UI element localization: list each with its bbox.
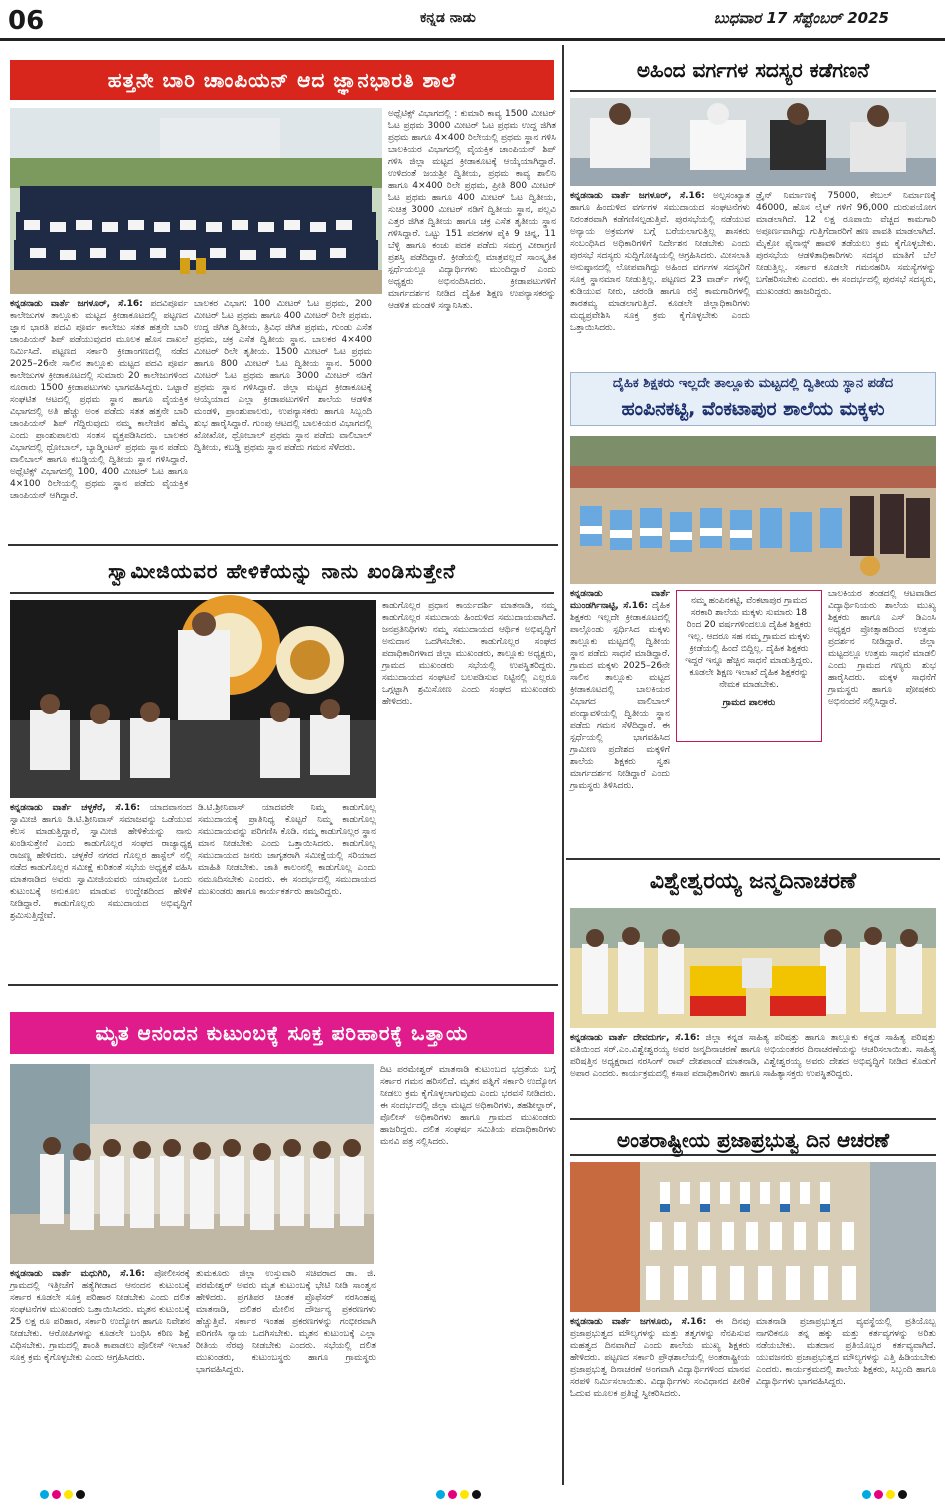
democracy-col2: ಮಾತನಾಡಿ ಪ್ರಜಾಪ್ರಭುತ್ವದ ವ್ಯವಸ್ಥೆಯಲ್ಲಿ ಪ್ರತಿಯೊಬ್ಬ ನಾಗರಿಕನೂ ತನ್ನ ಹಕ್ಕು ಮತ್ತು ಕರ್ತವ್ಯಗಳನ್ನು ಅರಿತು ನಡೆಯಬೇಕು. ಮತದಾನ ಪ್ರತಿಯೊಬ್ಬರ ಕರ್ತವ್ಯವಾಗಿದೆ. ಯುವಜನರು ಪ್ರಜಾಪ್ರಭುತ್ವದ ಮೌಲ್ಯಗಳನ್ನು ಎತ್ತಿ ಹಿಡಿಯಬೇಕು ಎಂದರು. ಕಾರ್ಯಕ್ರಮದಲ್ಲಿ ಶಾಲೆಯ ಶಿಕ್ಷಕರು, ಸಿಬ್ಬಂದಿ ಹಾಗೂ ವಿದ್ಯಾರ್ಥಿಗಳು ಭಾಗವಹಿಸಿದ್ದರು.	[756, 1317, 936, 1387]
backward-headline: ಅಹಿಂದ ವರ್ಗಗಳ ಸದಸ್ಯರ ಕಡೆಗಣನೆ	[570, 50, 936, 92]
democracy-headline: ಅಂತರಾಷ್ಟ್ರೀಯ ಪ್ರಜಾಪ್ರಭುತ್ವ ದಿನ ಆಚರಣೆ	[570, 1118, 936, 1156]
democracy-students-photo	[570, 1162, 936, 1312]
section-rule	[8, 544, 558, 546]
swamiji-col2: ಡಿ.ಟಿ.ಶ್ರೀನಿವಾಸ್ ಯಾದವರೇ ನಿಮ್ಮ ಕಾಡುಗೊಲ್ಲ ಸಮುದಾಯಕ್ಕೆ ಪ್ರಾತಿನಿಧ್ಯ ಕೊಟ್ಟರೆ ನಿಮ್ಮ ಕಾಡುಗೊಲ್ಲ ಸಮುದಾಯವನ್ನು ಪರಿಗಣಿಸಿ ಕೊಡಿ. ನಮ್ಮ ಕಾಡುಗೊಲ್ಲರ ಸ್ಥಾನ ಮಾನ ನೀಡಬೇಕು ಎಂದು ಒತ್ತಾಯಿಸಿದರು. ಕಾಡುಗೊಲ್ಲ ಸಮುದಾಯದ ಜನರು ಜಾಗೃತರಾಗಿ ಸಮೀಕ್ಷೆಯಲ್ಲಿ ಸರಿಯಾದ ಮಾಹಿತಿ ನೀಡಬೇಕು. ಜಾತಿ ಕಾಲಂನಲ್ಲಿ ಕಾಡುಗೊಲ್ಲ ಎಂದು ನಮೂದಿಸಬೇಕು ಎಂದರು. ಈ ಸಂದರ್ಭದಲ್ಲಿ ಸಮುದಾಯದ ಮುಖಂಡರು ಹಾಗೂ ಕಾರ್ಯಕರ್ತರು ಹಾಜರಿದ್ದರು.	[198, 803, 376, 897]
backward-col1	[570, 190, 750, 362]
swamiji-speech-photo	[10, 600, 376, 798]
cmyk-dot	[886, 1490, 895, 1499]
swamiji-col1	[10, 802, 192, 980]
backward-pressmeet-photo	[570, 98, 936, 186]
issue-date: ಬುಧವಾರ 17 ಸೆಪ್ಟೆಂಬರ್ 2025	[713, 9, 889, 27]
cmyk-dot	[874, 1490, 883, 1499]
visvesvaraya-dateline: ಕನ್ನಡನಾಡು ವಾರ್ತೆ ದೇವದುರ್ಗ, ಸೆ.16:	[570, 1033, 700, 1043]
cmyk-dot	[472, 1490, 481, 1499]
champion-col2: ಅಥ್ಲೆಟಿಕ್ಸ್ ವಿಭಾಗದಲ್ಲಿ : ಕುಮಾರಿ ಕಾವ್ಯ 1500 ಮೀಟರ್ ಓಟ ಪ್ರಥಮ 3000 ಮೀಟರ್ ಓಟ ಪ್ರಥಮ ಉದ್ದ ಜಿಗಿತ ಪ್ರಥಮ ಹಾಗೂ 4×400 ರಿಲೇಯಲ್ಲಿ ಪ್ರಥಮ ಸ್ಥಾನ ಗಳಿಸಿ ಬಾಲಕಿಯರ ವಿಭಾಗದಲ್ಲಿ ವೈಯಕ್ತಿಕ ಚಾಂಪಿಯನ್ ಶಿಪ್ ಗಳಿಸಿ ಜಿಲ್ಲಾ ಮಟ್ಟದ ಕ್ರೀಡಾಕೂಟಕ್ಕೆ ಆಯ್ಕೆಯಾಗಿದ್ದಾರೆ. ಉಳಿದಂತೆ ಜಯಶ್ರೀ ದ್ವಿತೀಯ, ಪ್ರಥಮ ಕಾವ್ಯ ಶಾಲಿನಿ ಹಾಗೂ 4×400 ರಿಲೇ ಪ್ರಥಮ, ಪ್ರೀತಿ 800 ಮೀಟರ್ ಓಟ ಪ್ರಥಮ ಹಾಗೂ 400 ಮೀಟರ್ ಓಟ ದ್ವಿತೀಯ, ಸುಚಿತ್ರ 3000 ಮೀಟರ್ ನಡಿಗೆ ದ್ವಿತೀಯ ಸ್ಥಾನ, ಪಲ್ಲವಿ ಎತ್ತರ ಜಿಗಿತ ದ್ವಿತೀಯ ಹಾಗೂ ಚಕ್ರ ಎಸೆತ ತೃತೀಯ ಸ್ಥಾನ ಗಳಿಸಿದ್ದಾರೆ. ಒಟ್ಟು 151 ಪದಕಗಳ ಪೈಕಿ 9 ಚಿನ್ನ, 11 ಬೆಳ್ಳಿ ಹಾಗೂ ಕಂಚು ಪದಕ ಪಡೆದು ಸಮಗ್ರ ವೀರಾಗ್ರಣಿ ಪ್ರಶಸ್ತಿ ಪಡೆದಿದ್ದಾರೆ. ಕ್ರೀಡೆಯಲ್ಲಿ ಮಾತ್ರವಲ್ಲದೆ ಸಾಂಸ್ಕೃತಿಕ ಸ್ಪರ್ಧೆಯಲ್ಲೂ ವಿದ್ಯಾರ್ಥಿಗಳು ಮುಂದಿದ್ದಾರೆ ಎಂದು ಅಧ್ಯಕ್ಷರು ಅಭಿನಂದಿಸಿದರು. ಕ್ರೀಡಾಪಟುಗಳಿಗೆ ಮಾರ್ಗದರ್ಶನ ನೀಡಿದ ದೈಹಿಕ ಶಿಕ್ಷಣ ಉಪನ್ಯಾಸಕರನ್ನು ಆಡಳಿತ ಮಂಡಳಿ ಸನ್ಮಾನಿಸಿತು.	[388, 109, 556, 311]
swamiji-dateline: ಕನ್ನಡನಾಡು ವಾರ್ತೆ ಚಳ್ಳಕೆರೆ, ಸೆ.16:	[10, 803, 141, 813]
swamiji-headline: ಸ್ವಾಮೀಜಿಯವರ ಹೇಳಿಕೆಯನ್ನು ನಾನು ಖಂಡಿಸುತ್ತೇನೆ	[10, 550, 554, 594]
teachers-banner	[570, 372, 936, 426]
cmyk-dot	[436, 1490, 445, 1499]
teachers-kicker: ದೈಹಿಕ ಶಿಕ್ಷಕರು ಇಲ್ಲದೇ ತಾಲ್ಲೂಕು ಮಟ್ಟದಲ್ಲಿ ದ್ವಿತೀಯ ಸ್ಥಾನ ಪಡೆದ	[612, 376, 894, 391]
teachers-headline: ಹಂಪಿನಕಟ್ಟಿ, ವೆಂಕಟಾಪುರ ಶಾಲೆಯ ಮಕ್ಕಳು	[621, 398, 885, 420]
cmyk-dot	[64, 1490, 73, 1499]
teachers-col1-text: ದೈಹಿಕ ಶಿಕ್ಷಕರು ಇಲ್ಲದೇ ಕ್ರೀಡಾಕೂಟದಲ್ಲಿ ಪಾಲ್ಗೊಂಡು ಸ್ಪರ್ಧಿಸಿದ ಮಕ್ಕಳು ತಾಲ್ಲೂಕು ಮಟ್ಟದಲ್ಲಿ ದ್ವಿತೀಯ ಸ್ಥಾನ ಪಡೆದು ಸಾಧನೆ ಮಾಡಿದ್ದಾರೆ. ಗ್ರಾಮದ ಮಕ್ಕಳು 2025–26ನೇ ಸಾಲಿನ ತಾಲ್ಲೂಕು ಮಟ್ಟದ ಕ್ರೀಡಾಕೂಟದಲ್ಲಿ ಬಾಲಕಿಯರ ವಿಭಾಗದ ವಾಲಿಬಾಲ್ ಪಂದ್ಯಾವಳಿಯಲ್ಲಿ ದ್ವಿತೀಯ ಸ್ಥಾನ ಪಡೆದು ಗಮನ ಸೆಳೆದಿದ್ದಾರೆ. ಈ ಸ್ಪರ್ಧೆಯಲ್ಲಿ ಭಾಗವಹಿಸಿದ ಗ್ರಾಮೀಣ ಪ್ರದೇಶದ ಮಕ್ಕಳಿಗೆ ಶಾಲೆಯ ಶಿಕ್ಷಕರು ಸ್ವತಃ ಮಾರ್ಗದರ್ಶನ ನೀಡಿದ್ದಾರೆ ಎಂದು ಗ್ರಾಮಸ್ಥರು ತಿಳಿಸಿದರು.	[570, 601, 670, 791]
cmyk-dot	[76, 1490, 85, 1499]
champion-team-photo	[10, 108, 382, 294]
visvesvaraya-headline: ವಿಶ್ವೇಶ್ವರಯ್ಯ ಜನ್ಮದಿನಾಚರಣೆ	[649, 869, 857, 894]
anand-headline: ಮೃತ ಆನಂದನ ಕುಟುಂಬಕ್ಕೆ ಸೂಕ್ತ ಪರಿಹಾರಕ್ಕೆ ಒತ್ತಾಯ	[10, 1012, 554, 1054]
backward-col1-text: ಅಲ್ಪಸಂಖ್ಯಾತ ಹಾಗೂ ಹಿಂದುಳಿದ ವರ್ಗಗಳ ಸಮುದಾಯದ ಸಂಘಟನೆಗಳು ನಿರಂತರವಾಗಿ ಕಡೆಗಣಿಸಲ್ಪಡುತ್ತಿವೆ. ಪುರಸಭೆಯಲ್ಲಿ ನಡೆಯುವ ಅನ್ಯಾಯ ಅಕ್ರಮಗಳ ಬಗ್ಗೆ ಬರೆಯಲಾಗುತ್ತಿಲ್ಲ ಶಾಸಕರು ಸಂಬಂಧಿಸಿದ ಅಧಿಕಾರಿಗಳಿಗೆ ನಿರ್ದೇಶನ ನೀಡಬೇಕು ಎಂದು ಪುರಸಭೆ ಸದಸ್ಯರು ಸುದ್ದಿಗೋಷ್ಠಿಯಲ್ಲಿ ಆಗ್ರಹಿಸಿದರು. ಮೀಸಲಾತಿ ಅನುಷ್ಠಾನದಲ್ಲಿ ಲೋಪವಾಗಿದ್ದು ಅಹಿಂದ ವರ್ಗಗಳ ಸದಸ್ಯರಿಗೆ ಸೂಕ್ತ ಸ್ಥಾನಮಾನ ನೀಡುತ್ತಿಲ್ಲ. ಪಟ್ಟಣದ 23 ವಾರ್ಡ್ ಗಳಲ್ಲಿ ಕುಡಿಯುವ ನೀರು, ಚರಂಡಿ ಹಾಗೂ ರಸ್ತೆ ಕಾಮಗಾರಿಗಳಲ್ಲಿ ತಾರತಮ್ಯ ಮಾಡಲಾಗುತ್ತಿದೆ. ಕೂಡಲೇ ಜಿಲ್ಲಾಧಿಕಾರಿಗಳು ಮಧ್ಯಪ್ರವೇಶಿಸಿ ಸೂಕ್ತ ಕ್ರಮ ಕೈಗೊಳ್ಳಬೇಕು ಎಂದು ಒತ್ತಾಯಿಸಿದರು.	[570, 191, 750, 333]
cmyk-dot	[448, 1490, 457, 1499]
registration-marks-left	[40, 1490, 85, 1499]
democracy-col1	[570, 1316, 750, 1478]
registration-marks-right	[862, 1490, 907, 1499]
teachers-col1	[570, 588, 670, 856]
champion-col2-cont	[378, 298, 556, 538]
cmyk-dot	[40, 1490, 49, 1499]
teachers-col3: ಬಾಲಕಿಯರ ತಂಡದಲ್ಲಿ ಆಟವಾಡಿದ ವಿದ್ಯಾರ್ಥಿನಿಯರು ಶಾಲೆಯ ಮುಖ್ಯ ಶಿಕ್ಷಕರು ಹಾಗೂ ಎಸ್ ಡಿಎಂಸಿ ಅಧ್ಯಕ್ಷರ ಪ್ರೋತ್ಸಾಹದಿಂದ ಉತ್ತಮ ಪ್ರದರ್ಶನ ನೀಡಿದ್ದಾರೆ. ಜಿಲ್ಲಾ ಮಟ್ಟದಲ್ಲೂ ಉತ್ತಮ ಸಾಧನೆ ಮಾಡಲಿ ಎಂದು ಗ್ರಾಮದ ಗಣ್ಯರು ಶುಭ ಹಾರೈಸಿದರು. ಮಕ್ಕಳ ಸಾಧನೆಗೆ ಗ್ರಾಮಸ್ಥರು ಹಾಗೂ ಪೋಷಕರು ಅಭಿನಂದನೆ ಸಲ್ಲಿಸಿದ್ದಾರೆ.	[828, 589, 936, 707]
page-number: 06	[8, 6, 45, 36]
democracy-col1-text: ಈ ದಿನವು ಪ್ರಜಾಪ್ರಭುತ್ವದ ಮೌಲ್ಯಗಳನ್ನು ಮತ್ತು ತತ್ವಗಳನ್ನು ನೆನಪಿಸುವ ಮಹತ್ವದ ದಿನವಾಗಿದೆ ಎಂದು ಶಾಲೆಯ ಮುಖ್ಯ ಶಿಕ್ಷಕರು ಹೇಳಿದರು. ಪಟ್ಟಣದ ಸರ್ಕಾರಿ ಪ್ರೌಢಶಾಲೆಯಲ್ಲಿ ಅಂತರಾಷ್ಟ್ರೀಯ ಪ್ರಜಾಪ್ರಭುತ್ವ ದಿನಾಚರಣೆ ಅಂಗವಾಗಿ ವಿದ್ಯಾರ್ಥಿಗಳಿಂದ ಮಾನವ ಸರಪಳಿ ನಿರ್ಮಿಸಲಾಯಿತು. ವಿದ್ಯಾರ್ಥಿಗಳು ಸಂವಿಧಾನದ ಪೀಠಿಕೆ ಓದುವ ಮೂಲಕ ಪ್ರತಿಜ್ಞೆ ಸ್ವೀಕರಿಸಿದರು.	[570, 1317, 751, 1399]
cmyk-dot	[898, 1490, 907, 1499]
teachers-dateline: ಕನ್ನಡನಾಡು ವಾರ್ತೆ ಮುಂಡರ್ಗಿನಾಟ್ಟಿ, ಸೆ.16:	[570, 589, 670, 611]
backward-col2: ಡ್ರೈನ್ ನಿರ್ಮಾಣಕ್ಕೆ 75000, ಕೇಬಲ್ ನಿರ್ಮಾಣಕ್ಕೆ 46000, ಹೊಸ ಲೈಟ್ ಗಳಿಗೆ 96,000 ದುರುಪಯೋಗ ಮಾಡಲಾಗಿದೆ. 12 ಲಕ್ಷ ರೂಪಾಯಿ ವೆಚ್ಚದ ಕಾಮಗಾರಿ ಅಪೂರ್ಣವಾಗಿದ್ದು ಗುತ್ತಿಗೆದಾರರಿಗೆ ಹಣ ಪಾವತಿ ಮಾಡಲಾಗಿದೆ. ಮೈಕ್ರೋ ಫೈನಾನ್ಸ್ ಹಾವಳಿ ತಡೆಯಲು ಕ್ರಮ ಕೈಗೊಳ್ಳಬೇಕು. ಪುರಸಭೆಯ ಆಡಳಿತಾಧಿಕಾರಿಗಳು ಸದಸ್ಯರ ಮಾತಿಗೆ ಬೆಲೆ ನೀಡುತ್ತಿಲ್ಲ. ಸರ್ಕಾರ ಕೂಡಲೇ ಗಮನಹರಿಸಿ ಸಮಸ್ಯೆಗಳನ್ನು ಬಗೆಹರಿಸಬೇಕು ಎಂದರು. ಈ ಸಂದರ್ಭದಲ್ಲಿ ಪುರಸಭೆ ಸದಸ್ಯರು, ಮುಖಂಡರು ಹಾಜರಿದ್ದರು.	[756, 191, 936, 297]
anand-gathering-photo	[10, 1064, 374, 1264]
swamiji-col1-text: ಯಾದವಾನಂದ ಸ್ವಾಮೀಜಿ ಹಾಗೂ ಡಿ.ಟಿ.ಶ್ರೀನಿವಾಸ್ ಸಮಾಜವನ್ನು ಒಡೆಯುವ ಕೆಲಸ ಮಾಡುತ್ತಿದ್ದಾರೆ, ಸ್ವಾಮೀಜಿ ಹೇಳಿಕೆಯನ್ನು ನಾನು ಖಂಡಿಸುತ್ತೇನೆ ಎಂದು ಕಾಡುಗೊಲ್ಲರ ಸಂಘದ ರಾಜ್ಯಾಧ್ಯಕ್ಷ ರಾಜಣ್ಣ ಹೇಳಿದರು. ಚಳ್ಳಕೆರೆ ನಗರದ ಗೊಲ್ಲರ ಹಾಸ್ಟೆಲ್ ನಲ್ಲಿ ನಡೆದ ಕಾಡುಗೊಲ್ಲರ ಸಮೀಕ್ಷೆ ಕುರಿತಂತೆ ಸಭೆಯ ಅಧ್ಯಕ್ಷತೆ ವಹಿಸಿ ಮಾತನಾಡಿದ ಅವರು ಸ್ವಾಮೀಜಿಯವರು ಯಾವುದೋ ಒಂದು ಕುಟುಂಬಕ್ಕೆ ಅನುಕೂಲ ಮಾಡುವ ಉದ್ದೇಶದಿಂದ ಹೇಳಿಕೆ ನೀಡಿದ್ದಾರೆ. ಕಾಡುಗೊಲ್ಲರು ಸಮುದಾಯದ ಅಭಿವೃದ್ಧಿಗೆ ಶ್ರಮಿಸುತ್ತಿದ್ದೇವೆ.	[10, 803, 192, 921]
visvesvaraya-body-text: ಜಿಲ್ಲಾ ಕನ್ನಡ ಸಾಹಿತ್ಯ ಪರಿಷತ್ತು ಹಾಗೂ ತಾಲ್ಲೂಕು ಕನ್ನಡ ಸಾಹಿತ್ಯ ಪರಿಷತ್ತು ವತಿಯಿಂದ ಸರ್.ಎಂ.ವಿಶ್ವೇಶ್ವರಯ್ಯ ಅವರ ಜನ್ಮದಿನಾಚರಣೆ ಹಾಗೂ ಅಭಿಯಂತರರ ದಿನಾಚರಣೆಯನ್ನು ಆಚರಿಸಲಾಯಿತು. ಸಾಹಿತ್ಯ ಪರಿಷತ್ತಿನ ಅಧ್ಯಕ್ಷರಾದ ನರಸಿಂಗ್ ರಾವ್ ದೇಶಪಾಂಡೆ ಮಾತನಾಡಿ, ವಿಶ್ವೇಶ್ವರಯ್ಯ ಅವರು ದೇಶದ ಅಭಿವೃದ್ಧಿಗೆ ನೀಡಿದ ಕೊಡುಗೆ ಅಪಾರ ಎಂದರು. ಕಾರ್ಯಕ್ರಮದಲ್ಲಿ ಕಸಾಪ ಪದಾಧಿಕಾರಿಗಳು ಹಾಗೂ ಸಾಹಿತ್ಯಾಸಕ್ತರು ಉಪಸ್ಥಿತರಿದ್ದರು.	[570, 1033, 936, 1079]
anand-col3-cont	[380, 1268, 556, 1478]
visvesvaraya-event-photo	[570, 908, 936, 1028]
right-section-rule	[566, 858, 940, 860]
anand-col1	[10, 1268, 190, 1478]
backward-dateline: ಕನ್ನಡನಾಡು ವಾರ್ತೆ ಜಗಳೂರ್, ಸೆ.16:	[570, 191, 705, 201]
anand-dateline: ಕನ್ನಡನಾಡು ವಾರ್ತೆ ಮಧುಗಿರಿ, ಸೆ.16:	[10, 1269, 145, 1279]
cmyk-dot	[52, 1490, 61, 1499]
teachers-quote-signature: ಗ್ರಾಮದ ಪಾಲಕರು	[722, 698, 776, 708]
anand-col3: ದಿಟ ಪರಮೇಶ್ವರ್ ಮಾತನಾಡಿ ಕುಟುಂಬದ ಭದ್ರತೆಯ ಬಗ್ಗೆ ಸರ್ಕಾರ ಗಮನ ಹರಿಸಲಿದೆ. ಮೃತನ ಪತ್ನಿಗೆ ಸರ್ಕಾರಿ ಉದ್ಯೋಗ ನೀಡಲು ಕ್ರಮ ಕೈಗೊಳ್ಳಲಾಗುವುದು ಎಂದು ಭರವಸೆ ನೀಡಿದರು. ಈ ಸಂದರ್ಭದಲ್ಲಿ ಜಿಲ್ಲಾ ಮಟ್ಟದ ಅಧಿಕಾರಿಗಳು, ತಹಶೀಲ್ದಾರ್, ಪೊಲೀಸ್ ಅಧಿಕಾರಿಗಳು ಹಾಗೂ ಗ್ರಾಮದ ಮುಖಂಡರು ಹಾಜರಿದ್ದರು. ದಲಿತ ಸಂಘರ್ಷ ಸಮಿತಿಯ ಪದಾಧಿಕಾರಿಗಳು ಮನವಿ ಪತ್ರ ಸಲ್ಲಿಸಿದರು.	[380, 1065, 556, 1147]
champion-col3: ಬಾಲಕರ ವಿಭಾಗ: 100 ಮೀಟರ್ ಓಟ ಪ್ರಥಮ, 200 ಮೀಟರ್ ಓಟ ಪ್ರಥಮ ಹಾಗೂ 400 ಮೀಟರ್ ರಿಲೇ ಪ್ರಥಮ. ಉದ್ದ ಜಿಗಿತ ದ್ವಿತೀಯ, ತ್ರಿವಿಧ ಜಿಗಿತ ಪ್ರಥಮ, ಗುಂಡು ಎಸೆತ ಪ್ರಥಮ, ಚಕ್ರ ಎಸೆತ ದ್ವಿತೀಯ ಸ್ಥಾನ. ಬಾಲಕರ 4×400 ಮೀಟರ್ ರಿಲೇ ತೃತೀಯ. 1500 ಮೀಟರ್ ಓಟ ಪ್ರಥಮ ಹಾಗೂ 800 ಮೀಟರ್ ಓಟ ದ್ವಿತೀಯ ಸ್ಥಾನ. 5000 ಮೀಟರ್ ಓಟ ಪ್ರಥಮ ಹಾಗೂ 3000 ಮೀಟರ್ ನಡಿಗೆ ಪ್ರಥಮ ಸ್ಥಾನ ಗಳಿಸಿದ್ದಾರೆ. ಜಿಲ್ಲಾ ಮಟ್ಟದ ಕ್ರೀಡಾಕೂಟಕ್ಕೆ ಆಯ್ಕೆಯಾದ ಎಲ್ಲಾ ಕ್ರೀಡಾಪಟುಗಳಿಗೆ ಶಾಲೆಯ ಆಡಳಿತ ಮಂಡಳಿ, ಪ್ರಾಂಶುಪಾಲರು, ಉಪನ್ಯಾಸಕರು ಹಾಗೂ ಸಿಬ್ಬಂದಿ ಶುಭ ಹಾರೈಸಿದ್ದಾರೆ. ಗುಂಪು ಆಟದಲ್ಲಿ ಬಾಲಕಿಯರ ವಿಭಾಗದಲ್ಲಿ ಖೋಖೋ, ಥ್ರೋಬಾಲ್ ಪ್ರಥಮ ಸ್ಥಾನ ಪಡೆದು ವಾಲಿಬಾಲ್ ದ್ವಿತೀಯ, ಕಬಡ್ಡಿ ಪ್ರಥಮ ಸ್ಥಾನ ಪಡೆದು ಗಮನ ಸೆಳೆದರು.	[194, 299, 372, 453]
champion-col1-text: ಪದವಿಪೂರ್ವ ಕಾಲೇಜುಗಳ ತಾಲ್ಲೂಕು ಮಟ್ಟದ ಕ್ರೀಡಾಕೂಟದಲ್ಲಿ ಪಟ್ಟಣದ ಜ್ಞಾನ ಭಾರತಿ ಪದವಿ ಪೂರ್ವ ಕಾಲೇಜು ಸತತ ಹತ್ತನೇ ಬಾರಿ ಚಾಂಪಿಯನ್ ಶಿಪ್ ಪಡೆಯುವುದರ ಮೂಲಕ ಹೊಸ ದಾಖಲೆ ನಿರ್ಮಿಸಿದೆ. ಪಟ್ಟಣದ ಸರ್ಕಾರಿ ಕ್ರೀಡಾಂಗಣದಲ್ಲಿ ನಡೆದ 2025–26ನೇ ಸಾಲಿನ ತಾಲ್ಲೂಕು ಮಟ್ಟದ ಪದವಿ ಪೂರ್ವ ಕಾಲೇಜುಗಳ ಕ್ರೀಡಾಕೂಟದಲ್ಲಿ ಸುಮಾರು 20 ಕಾಲೇಜುಗಳಿಂದ ನೂರಾರು 1500 ಕ್ರೀಡಾಪಟುಗಳು ಭಾಗವಹಿಸಿದ್ದರು. ಒಟ್ಟಾರೆ ಸಂಘಟಿತ ಆಟದಲ್ಲಿ ಪ್ರಥಮ ಸ್ಥಾನ ಹಾಗೂ ವೈಯಕ್ತಿಕ ವಿಭಾಗದಲ್ಲಿ ಅತಿ ಹೆಚ್ಚು ಅಂಕ ಪಡೆದು ಸತತ ಹತ್ತನೇ ಬಾರಿ ಚಾಂಪಿಯನ್ ಶಿಪ್ ಗೆದ್ದಿರುವುದು ನಮ್ಮ ಕಾಲೇಜಿನ ಹೆಮ್ಮೆ ಎಂದು ಪ್ರಾಂಶುಪಾಲರು ಸಂತಸ ವ್ಯಕ್ತಪಡಿಸಿದರು. ಬಾಲಕರ ವಿಭಾಗದಲ್ಲಿ ಥ್ರೋಬಾಲ್, ಬ್ಯಾಡ್ಮಿಂಟನ್ ಪ್ರಥಮ ಸ್ಥಾನ ಪಡೆದು ವಾಲಿಬಾಲ್ ಹಾಗೂ ಕಬಡ್ಡಿಯಲ್ಲಿ ದ್ವಿತೀಯ ಸ್ಥಾನ ಗಳಿಸಿದ್ದಾರೆ. ಅಥ್ಲೆಟಿಕ್ಸ್ ವಿಭಾಗದಲ್ಲಿ 100, 400 ಮೀಟರ್ ಓಟ ಹಾಗೂ 4×100 ರಿಲೇಯಲ್ಲಿ ಪ್ರಥಮ ಸ್ಥಾನ ಪಡೆದು ವೈಯಕ್ತಿಕ ಚಾಂಪಿಯನ್ ಆಗಿದ್ದಾರೆ.	[10, 299, 188, 501]
cmyk-dot	[460, 1490, 469, 1499]
anand-col2: ತುಮಕೂರು ಜಿಲ್ಲಾ ಉಸ್ತುವಾರಿ ಸಚಿವರಾದ ಡಾ. ಜಿ. ಪರಮೇಶ್ವರ್ ಅವರು ಮೃತ ಕುಟುಂಬಕ್ಕೆ ಭೇಟಿ ನೀಡಿ ಸಾಂತ್ವನ ಹೇಳಿದರು. ಪ್ರಗತಿಪರ ಚಿಂತಕ ಪ್ರೊಫೆಸರ್ ನರಸಿಂಹಪ್ಪ ಮಾತನಾಡಿ, ದಲಿತರ ಮೇಲಿನ ದೌರ್ಜನ್ಯ ಪ್ರಕರಣಗಳು ಹೆಚ್ಚುತ್ತಿವೆ. ಸರ್ಕಾರ ಇಂತಹ ಪ್ರಕರಣಗಳನ್ನು ಗಂಭೀರವಾಗಿ ಪರಿಗಣಿಸಿ ನ್ಯಾಯ ಒದಗಿಸಬೇಕು. ಮೃತನ ಕುಟುಂಬಕ್ಕೆ ಎಲ್ಲಾ ರೀತಿಯ ನೆರವು ನೀಡಬೇಕು ಎಂದರು. ಸಭೆಯಲ್ಲಿ ದಲಿತ ಮುಖಂಡರು, ಕುಟುಂಬಸ್ಥರು ಹಾಗೂ ಗ್ರಾಮಸ್ಥರು ಭಾಗವಹಿಸಿದ್ದರು.	[196, 1269, 376, 1375]
champion-col1	[10, 298, 188, 538]
champion-headline: ಹತ್ತನೇ ಬಾರಿ ಚಾಂಪಿಯನ್ ಆದ ಜ್ಞಾನಭಾರತಿ ಶಾಲೆ	[10, 60, 554, 100]
teachers-quote-text: ನಮ್ಮ ಹಂಪಿನಕಟ್ಟಿ, ವೆಂಕಟಾಪುರ ಗ್ರಾಮದ ಸರಕಾರಿ ಶಾಲೆಯ ಮಕ್ಕಳು ಸುಮಾರು 18 ರಿಂದ 20 ವರ್ಷಗಳಿಂದಲೂ ದೈಹಿಕ ಶಿಕ್ಷಕರು ಇಲ್ಲ. ಆದರೂ ಸಹ ನಮ್ಮ ಗ್ರಾಮದ ಮಕ್ಕಳು ಕ್ರೀಡೆಯಲ್ಲಿ ಹಿಂದೆ ಬಿದ್ದಿಲ್ಲ. ದೈಹಿಕ ಶಿಕ್ಷಕರು ಇದ್ದರೆ ಇನ್ನೂ ಹೆಚ್ಚಿನ ಸಾಧನೆ ಮಾಡುತ್ತಿದ್ದರು. ಕೂಡಲೇ ಶಿಕ್ಷಣ ಇಲಾಖೆ ದೈಹಿಕ ಶಿಕ್ಷಕರನ್ನು ನೇಮಕ ಮಾಡಬೇಕು.	[685, 596, 813, 690]
teachers-col2-cont	[676, 748, 822, 856]
visvesvaraya-body	[570, 1032, 936, 1114]
cmyk-dot	[862, 1490, 871, 1499]
anand-col1-text: ಪೋಲೀಸರಕ್ಕೆ ಗ್ರಾಮದಲ್ಲಿ ಇತ್ತೀಚೆಗೆ ಹತ್ಯೆಗೀಡಾದ ಆನಂದನ ಕುಟುಂಬಕ್ಕೆ ಸರ್ಕಾರ ಕೂಡಲೇ ಸೂಕ್ತ ಪರಿಹಾರ ನೀಡಬೇಕು ಎಂದು ದಲಿತ ಸಂಘಟನೆಗಳ ಮುಖಂಡರು ಒತ್ತಾಯಿಸಿದರು. ಮೃತನ ಕುಟುಂಬಕ್ಕೆ 25 ಲಕ್ಷ ರೂ ಪರಿಹಾರ, ಸರ್ಕಾರಿ ಉದ್ಯೋಗ ಹಾಗೂ ನಿವೇಶನ ನೀಡಬೇಕು. ಆರೋಪಿಗಳನ್ನು ಕೂಡಲೇ ಬಂಧಿಸಿ ಕಠಿಣ ಶಿಕ್ಷೆ ವಿಧಿಸಬೇಕು. ಗ್ರಾಮದಲ್ಲಿ ಶಾಂತಿ ಕಾಪಾಡಲು ಪೊಲೀಸ್ ಇಲಾಖೆ ಸೂಕ್ತ ಕ್ರಮ ಕೈಗೊಳ್ಳಬೇಕು ಎಂದು ಆಗ್ರಹಿಸಿದರು.	[10, 1269, 190, 1363]
teachers-quote-box	[676, 590, 822, 742]
swamiji-col3: ಕಾಡುಗೊಲ್ಲರ ಪ್ರಧಾನ ಕಾರ್ಯದರ್ಶಿ ಮಾತನಾಡಿ, ನಮ್ಮ ಕಾಡುಗೊಲ್ಲರ ಸಮುದಾಯ ಹಿಂದುಳಿದ ಸಮುದಾಯವಾಗಿದೆ. ಜನಪ್ರತಿನಿಧಿಗಳು ನಮ್ಮ ಸಮುದಾಯದ ಆರ್ಥಿಕ ಅಭಿವೃದ್ಧಿಗೆ ಅನುದಾನ ಒದಗಿಸಬೇಕು. ಕಾಡುಗೊಲ್ಲರ ಸಂಘದ ಪದಾಧಿಕಾರಿಗಳಾದ ಜಿಲ್ಲಾ ಮುಖಂಡರು, ತಾಲ್ಲೂಕು ಅಧ್ಯಕ್ಷರು, ಗ್ರಾಮದ ಮುಖಂಡರು ಸಭೆಯಲ್ಲಿ ಉಪಸ್ಥಿತರಿದ್ದರು. ಸಮುದಾಯದ ಸಂಘಟನೆ ಬಲಪಡಿಸುವ ನಿಟ್ಟಿನಲ್ಲಿ ಎಲ್ಲರೂ ಒಗ್ಗಟ್ಟಾಗಿ ಶ್ರಮಿಸೋಣ ಎಂದು ಸಂಘದ ಮುಖಂಡರು ಹೇಳಿದರು.	[382, 601, 556, 707]
column-divider	[562, 45, 564, 1485]
democracy-dateline: ಕನ್ನಡನಾಡು ವಾರ್ತೆ ಜಗಳೂರು, ಸೆ.16:	[570, 1317, 707, 1327]
teachers-volleyball-photo	[570, 436, 936, 584]
registration-marks-center	[436, 1490, 481, 1499]
masthead-rule	[0, 38, 945, 41]
section-rule-2	[8, 984, 558, 986]
champion-dateline: ಕನ್ನಡನಾಡು ವಾರ್ತೆ ಜಗಳೂರ್, ಸೆ.16:	[10, 299, 143, 309]
newspaper-title: ಕನ್ನಡ ನಾಡು	[420, 10, 476, 26]
